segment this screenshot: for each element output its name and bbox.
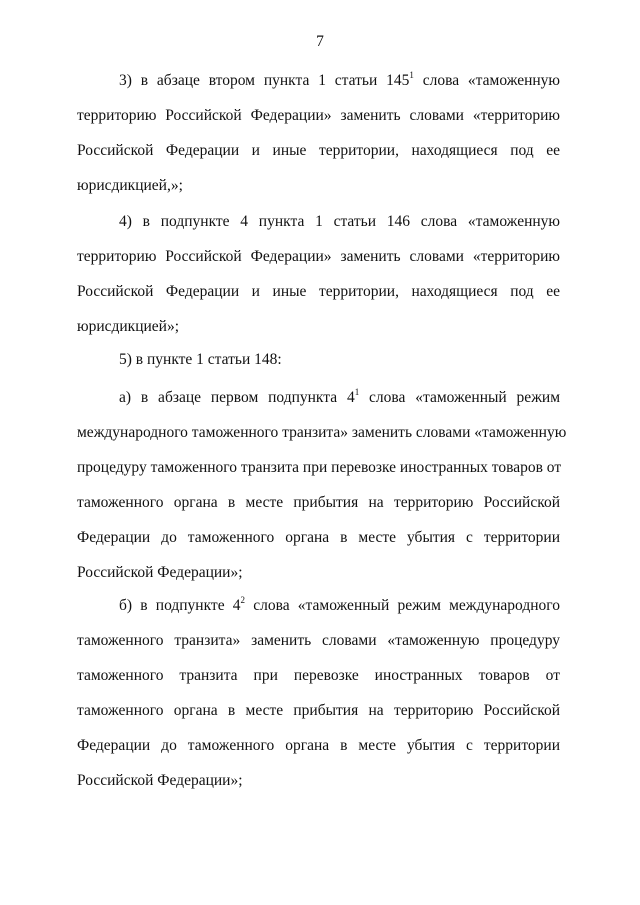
text-line: юрисдикцией»; xyxy=(77,318,180,335)
text-line: 5) в пункте 1 статьи 148: xyxy=(119,351,282,368)
text-line: 4) в подпункте 4 пункта 1 статьи 146 слова «таможенную xyxy=(119,213,560,230)
text-line: Федерации до таможенного органа в месте убытия с территории xyxy=(77,529,560,546)
text-line: а) в абзаце первом подпункта $4^1$ слова «таможенный режим xyxy=(119,387,561,406)
text-line: таможенного органа в месте прибытия на территорию Российской xyxy=(77,702,560,719)
text-line: Российской Федерации»; xyxy=(77,564,243,581)
superscript: 1 xyxy=(354,387,360,397)
amendment-subitem-a xyxy=(77,380,567,590)
text-line: территорию Российской Федерации» заменить словами «территорию xyxy=(77,248,560,265)
text-line: территорию Российской Федерации» заменить словами «территорию xyxy=(77,107,560,124)
superscript: 1 xyxy=(409,70,414,80)
text-line: процедуру таможенного транзита при перевозке иностранных товаров от xyxy=(77,459,562,476)
text-line: Российской Федерации»; xyxy=(77,772,243,789)
amendment-item-4 xyxy=(77,204,560,344)
amendment-item-5 xyxy=(77,342,560,377)
amendment-item-3 xyxy=(77,63,560,203)
text-line: Федерации до таможенного органа в месте убытия с территории xyxy=(77,737,560,754)
text-line: б) в подпункте $4^2$ слова «таможенный режим международного xyxy=(119,595,560,614)
text-line: Российской Федерации и иные территории, находящиеся под ее xyxy=(77,142,560,159)
page-number: 7 xyxy=(316,33,324,50)
text-line: 3) в абзаце втором пункта 1 статьи $145^1$ слова «таможенную xyxy=(119,70,561,89)
text-line: таможенного транзита» заменить словами «таможенную процедуру xyxy=(77,632,560,649)
amendment-subitem-b xyxy=(77,588,560,798)
text-line: юрисдикцией,»; xyxy=(77,177,183,194)
text-line: международного таможенного транзита» заменить словами «таможенную xyxy=(77,424,567,441)
text-line: таможенного органа в месте прибытия на территорию Российской xyxy=(77,494,560,511)
text-line: Российской Федерации и иные территории, находящиеся под ее xyxy=(77,283,560,300)
text-line: таможенного транзита при перевозке иностранных товаров от xyxy=(77,667,560,684)
superscript: 2 xyxy=(240,595,246,605)
